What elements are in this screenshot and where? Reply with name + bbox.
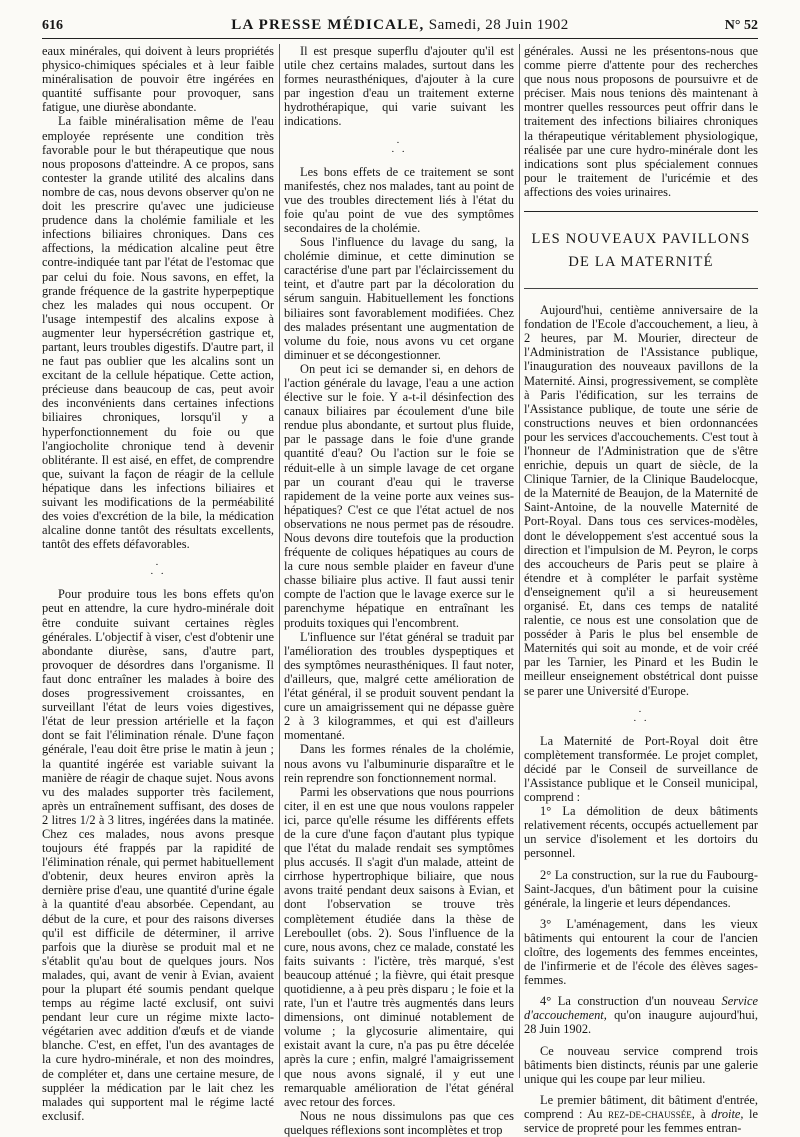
paragraph: générales. Aussi ne les présentons-nous que comme pierre d'attente pour des recherches que nous nous proposons de poursuivre et de préciser. Mais nous tenions dès maintenant à montrer quelles ressources peut offrir dans le traitement des infections biliaires chroniques la thérapeutique véritablement physiologique, réalisée par une cure hydro-minérale dont les indications sont plus spécialement connues pour le traitement de l'uricémie et des affections des voies urinaires.	[524, 44, 758, 199]
paragraph: Pour produire tous les bons effets qu'on peut en attendre, la cure hydro-minérale doit être conduite suivant certaines règles générales. L'objectif à viser, c'est d'obtenir une abondante diurèse, sans, d'autre part, provoquer de désordres dans l'organisme. Il faut donc entraîner les malades à boire des doses progressivement croissantes, en surveillant l'état de leurs voies digestives, l'état de leur pression artérielle et la façon dont se fait l'élimination rénale. D'une façon générale, l'eau doit être prise le matin à jeun ; la quantité ingérée est variable suivant la manière de réagir de chaque sujet. Nous avons vu des malades supporter très facilement, après un entraînement suffisant, des doses de 2 litres 1/2 à 3 litres, ingérées dans la matinée. Chez ces malades, nous avons presque toujours été frappés par la rapidité de l'élimination rénale, qui permet habituellement d'obtenir, deux heures environ après la dernière prise d'eau, une quantité d'urine égale à la quantité d'eau absorbée. Cependant, au début de la cure, et pour des raisons diverses qu'il est difficile de déterminer, il arrive parfois que la diurèse se produit mal et ne s'établit qu'au bout de quelques jours. Nos malades, qui, avant de venir à Evian, avaient pour la plupart été soumis pendant quelque temps au régime lacté exclusif, ont suivi pendant leur cure un régime mixte lacto-végétarien avec addition d'œufs et de viande blanche. C'est, en effet, l'un des avantages de la cure hydro-minérale, et non des moindres, de compléter et, dans une certaine mesure, de suppléer la médication par le lait chez les malades qui supportent mal le régime lacté exclusif.	[42, 587, 274, 1123]
paragraph: Ce nouveau service comprend trois bâtiments bien distincts, réunis par une galerie unique qui les coupe par leur milieu.	[524, 1043, 758, 1086]
running-title	[42, 17, 758, 34]
heading-line: DE LA MATERNITÉ	[568, 254, 714, 271]
column-rule	[519, 44, 520, 1078]
paragraph: Les bons effets de ce traitement se sont manifestés, chez nos malades, tant au point de vue des troubles directement liés à l'état du foie qu'au point de vue des symptômes secondaires de la cholémie.	[284, 164, 514, 235]
page-number: 616	[42, 18, 63, 33]
paragraph: On peut ici se demander si, en dehors de l'action générale du lavage, l'eau a une action élective sur le foie. Y a-t-il désinfection des canaux biliaires par écoulement d'une bile rendue plus abondante, et surtout plus fluide, par le passage dans le foie d'une grande quantité d'eau? Ou l'action sur le foie se réduit-elle à un simple lavage de cet organe par un courant d'eau qui le traverse rapidement de la veine porte aux veines sus-hépatiques? C'est ce que l'état actuel de nos observations ne nous permet pas de résoudre. Nous devons dire toutefois que la production fréquente de coliques hépatiques au cours de la cure nous semble plaider en faveur d'une chasse biliaire plus active. Il faut aussi tenir compte de l'action que le lavage exerce sur le parenchyme hépatique en entraînant les produits toxiques qui l'encombrent.	[284, 361, 514, 630]
article-heading	[524, 211, 758, 289]
list-item: 2° La construction, sur la rue du Faubourg-Saint-Jacques, d'un bâtiment pour la cuisine générale, la lingerie et leurs dépendances.	[524, 867, 758, 910]
list-item: 1° La démolition de deux bâtiments relativement récents, occupés actuellement par un service d'isolement et les dortoirs du personnel.	[524, 804, 758, 861]
list-item: 3° L'aménagement, dans les vieux bâtiments qui entourent la cour de l'ancien cloître, des logements des femmes enceintes, de l'infirmerie et de l'école des élèves sages-femmes.	[524, 916, 758, 988]
section-separator: · · ·	[149, 559, 167, 581]
column-rule	[279, 44, 280, 1078]
paragraph: La faible minéralisation même de l'eau employée représente une condition très favorable pour le but thérapeutique que nous nous proposons d'atteindre. A ce propos, sans contester la grande utilité des alcalins dans nombre de cas, nous devons observer qu'on ne doit les prescrire qu'avec une judicieuse prudence dans la cholémie familiale et les infections biliaires chroniques. Dans ces affections, la médication alcaline peut être contre-indiquée tant par l'état de l'estomac que par celui du foie. Nous savons, en effet, la grande fréquence de la gastrite hyperpeptique chez les malades qui nous occupent. Or l'usage intempestif des alcalins expose à augmenter leur hypersécrétion gastrique et, partant, leurs troubles digestifs. D'autre part, il ne faut pas oublier que les alcalins sont un excitant de la cellule hépatique. Cette action, précieuse dans beaucoup de cas, peut avoir des inconvénients dans certaines infections biliaires chroniques, lorsqu'il y a hyperfonctionnement du foie ou que l'angiocholite chronique tend à devenir oblitérante. Il est aisé, en effet, de comprendre que, suivant la façon de réagir de la cellule hépatique dans les infections biliaires et suivant les modifications de la perméabilité des voies d'excrétion de la bile, la médication alcaline donne tantôt des résultats excellents, tantôt des effets défavorables.	[42, 114, 274, 552]
paragraph: Il est presque superflu d'ajouter qu'il est utile chez certains malades, surtout dans les formes neurasthéniques, d'ajouter à la cure par ingestion d'eau un traitement externe hydrothérapique, qui varie suivant les indications.	[284, 44, 514, 129]
paragraph: Nous ne nous dissimulons pas que ces quelques réflexions sont incomplètes et trop	[284, 1108, 514, 1137]
journal-name: LA PRESSE MÉDICALE,	[231, 17, 425, 33]
issue-number: N° 52	[724, 18, 758, 33]
paragraph: Aujourd'hui, centième anniversaire de la fondation de l'Ecole d'accouchement, a lieu, à 2 heures, par M. Mourier, directeur de l'Administration de l'Assistance publique, l'inauguration des nouveaux pavillons de la Maternité. Ainsi, progressivement, se complète à Paris l'édification, sur les terrains de l'Assistance publique, de toute une série de constructions neuves et bien ordonnancées pour les services d'accouchements. C'est tout à l'honneur de l'Administration que de s'être enrichie, depuis un quart de siècle, de la Clinique Tarnier, de la Clinique Baudelocque, de la Maternité de Beaujon, de la Maternité de Saint-Antoine, de la nouvelle Maternité de Port-Royal. Dans tous ces services-modèles, dont le développement s'est accentué sous la direction et l'impulsion de M. Peyron, le corps des accoucheurs de Paris peut se plaire à étendre et à compléter le parfait système d'enseignement qu'il a si heureusement organisé. Et, dans ces temps de natalité ralentie, ce nous est une consolation que de posséder à Paris le plus bel ensemble de Maternités qui soit au monde, et de voir créé par les Tarnier, les Pinard et les Budin le meilleur enseignement obstétrical dont puisse se parer une Université d'Europe.	[524, 303, 758, 698]
paragraph: Parmi les observations que nous pourrions citer, il en est une que nous voulons rappeler ici, parce qu'elle résume les différents effets de la cure d'une façon d'autant plus typique que l'état du malade rendait ses symptômes plus accusés. Il s'agit d'un malade, atteint de cirrhose hypertrophique biliaire, que nous avons traité pendant deux saisons à Evian, et dont l'observation se trouve très complètement étudiée dans la thèse de Lereboullet (obs. 2). Sous l'influence de la cure, nous avons, chez ce malade, constaté les faits suivants : l'ictère, très marqué, s'est beaucoup atténué ; la fièvre, qui était presque quotidienne, a à peu près disparu ; le foie et la rate, l'un et l'autre très augmentés dans leurs dimensions, ont diminué notablement de volume ; la glycosurie alimentaire, qui existait avant la cure, n'a pas pu être décelée après la cure ; enfin, malgré l'amaigrissement que nous avons signalé, il y eut une remarquable amélioration de l'état général avec retour des forces.	[284, 784, 514, 1109]
numbered-list	[524, 804, 758, 1036]
heading-line: LES NOUVEAUX PAVILLONS	[531, 231, 751, 248]
column-2	[284, 44, 514, 1137]
paragraph: L'influence sur l'état général se traduit par l'amélioration des troubles dyspeptiques et des symptômes neurasthéniques. Il faut noter, d'ailleurs, que, malgré cette amélioration de l'état général, il se produit souvent pendant la cure un amaigrissement qui ne dépasse guère 2 à 3 kilogrammes, et qui est d'ailleurs momentané.	[284, 629, 514, 743]
paragraph: La Maternité de Port-Royal doit être complètement transformée. Le projet complet, décidé par le Conseil de surveillance de l'Assistance publique et le Conseil municipal, comprend :	[524, 733, 758, 805]
column-3	[524, 44, 758, 1135]
page-header	[42, 12, 758, 39]
column-1	[42, 44, 274, 1123]
list-item: 4° La construction d'un nouveau Service d'accouchement, qu'on inaugure aujourd'hui, 28 Juin 1902.	[524, 994, 758, 1037]
paragraph: Dans les formes rénales de la cholémie, nous avons vu l'albuminurie disparaître et le rein reprendre son fonctionnement normal.	[284, 742, 514, 785]
paragraph: Le premier bâtiment, dit bâtiment d'entrée, comprend : Au rez-de-chaussée, à droite, le service de propreté pour les femmes entran-	[524, 1092, 758, 1135]
paragraph: eaux minérales, qui doivent à leurs propriétés physico-chimiques spéciales et à leur faible minéralisation de pouvoir être ingérées en quantité suffisante pour provoquer, sans fatigue, une diurèse abondante.	[42, 44, 274, 115]
paragraph: Sous l'influence du lavage du sang, la cholémie diminue, et cette diminution se caractérise d'une part par l'éclaircissement du teint, et d'autre part par la décoloration du sérum sanguin. Habituellement les fonctions biliaires sont favorablement modifiées. Chez des malades présentant une augmentation de volume du foie, nous avons vu cet organe diminuer et se décongestionner.	[284, 235, 514, 362]
issue-date: Samedi, 28 Juin 1902	[428, 17, 569, 33]
section-separator: · · ·	[390, 136, 408, 158]
section-separator: · · ·	[632, 705, 650, 727]
